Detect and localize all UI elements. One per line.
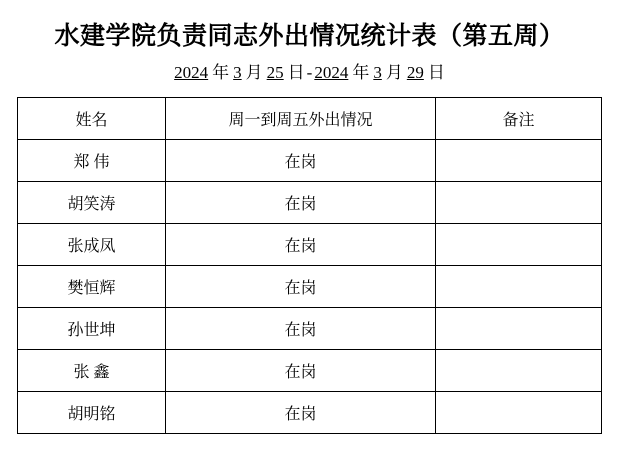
day-label-start: 日 (287, 63, 305, 82)
table-row (18, 392, 602, 434)
day-label-end: 日 (427, 63, 445, 82)
year-label-start: 年 (212, 63, 230, 82)
month-label-start: 月 (245, 63, 263, 82)
cell-name: 孙世坤 (18, 308, 166, 350)
year-label-end: 年 (352, 63, 370, 82)
cell-status: 在岗 (166, 266, 436, 308)
cell-name: 樊恒辉 (18, 266, 166, 308)
date-range-line (0, 58, 619, 83)
table-row (18, 350, 602, 392)
cell-remark (436, 182, 602, 224)
table-row (18, 308, 602, 350)
cell-status: 在岗 (166, 350, 436, 392)
date-separator: - (306, 63, 313, 82)
cell-status: 在岗 (166, 182, 436, 224)
cell-status: 在岗 (166, 308, 436, 350)
column-header-remark: 备注 (436, 98, 602, 140)
cell-remark (436, 350, 602, 392)
end-year: 2024 (314, 63, 349, 82)
cell-name: 胡笑涛 (18, 182, 166, 224)
cell-name: 张成凤 (18, 224, 166, 266)
cell-remark (436, 266, 602, 308)
table-row (18, 140, 602, 182)
column-header-status: 周一到周五外出情况 (166, 98, 436, 140)
page-title: 水建学院负责同志外出情况统计表（第五周） (54, 23, 565, 50)
start-month: 3 (233, 63, 242, 82)
document-page (0, 16, 619, 454)
table-body (18, 140, 602, 434)
cell-status: 在岗 (166, 224, 436, 266)
table-row (18, 182, 602, 224)
month-label-end: 月 (385, 63, 403, 82)
attendance-table (17, 97, 602, 434)
end-month: 3 (373, 63, 382, 82)
cell-name: 郑 伟 (18, 140, 166, 182)
end-day: 29 (406, 63, 424, 82)
column-header-name: 姓名 (18, 98, 166, 140)
cell-remark (436, 140, 602, 182)
start-day: 25 (266, 63, 284, 82)
table-row (18, 224, 602, 266)
cell-status: 在岗 (166, 392, 436, 434)
table-row (18, 266, 602, 308)
cell-remark (436, 392, 602, 434)
cell-remark (436, 308, 602, 350)
cell-name: 张 鑫 (18, 350, 166, 392)
table-header-row (18, 98, 602, 140)
table-header (18, 98, 602, 140)
cell-name: 胡明铭 (18, 392, 166, 434)
cell-remark (436, 224, 602, 266)
start-year: 2024 (174, 63, 209, 82)
cell-status: 在岗 (166, 140, 436, 182)
